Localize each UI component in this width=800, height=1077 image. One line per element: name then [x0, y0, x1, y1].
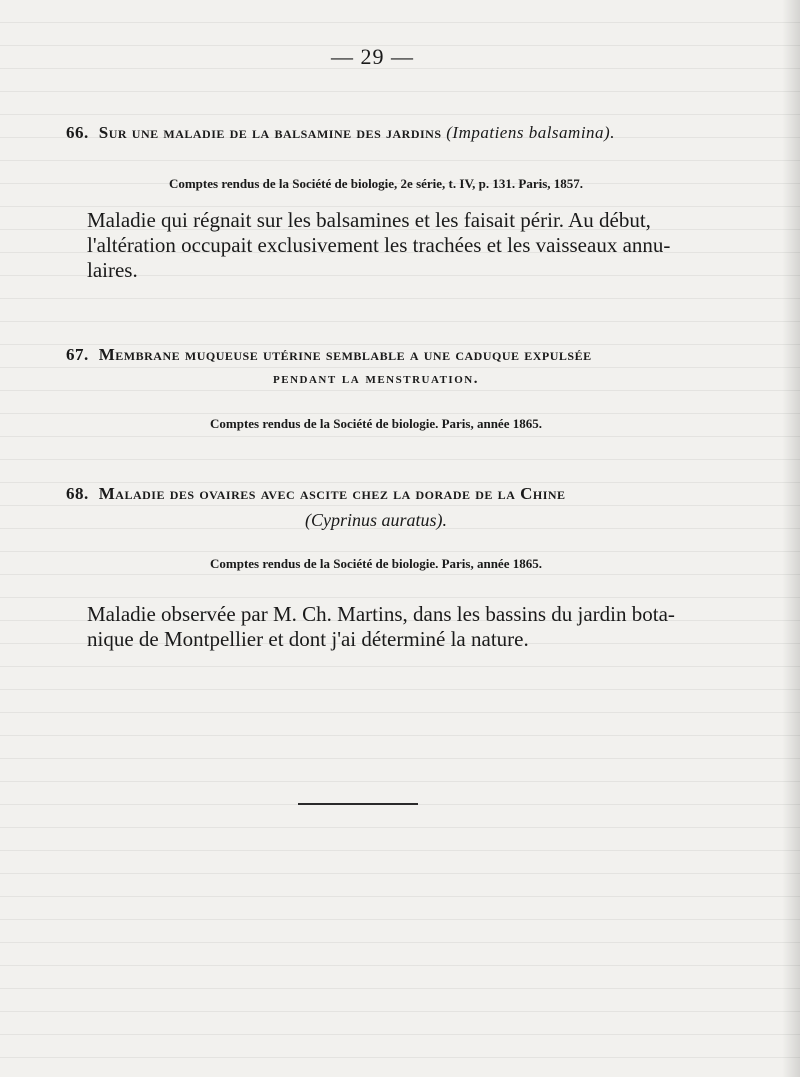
- entry-66-body-line-2: l'altération occupait exclusivement les trachées et les vaisseaux annu-: [87, 233, 671, 257]
- entry-67-title-text: Membrane muqueuse utérine semblable a une caduque expulsée: [98, 345, 592, 364]
- entry-68-body-line-2: nique de Montpellier et dont j'ai déterminé la nature.: [87, 627, 529, 651]
- entry-66-title: [66, 123, 686, 143]
- entry-68-body-line-1: Maladie observée par M. Ch. Martins, dans les bassins du jardin bota-: [87, 602, 675, 626]
- entry-68-number: 68.: [66, 484, 89, 503]
- entry-68-title: [66, 484, 686, 504]
- entry-67-title-line-2: pendant la menstruation.: [273, 371, 479, 387]
- page-number: — 29 —: [331, 44, 414, 69]
- page-edge-shadow: [782, 0, 800, 1077]
- entry-68-title-italic-text: (Cyprinus auratus).: [304, 510, 447, 530]
- entry-68-source: Comptes rendus de la Société de biologie. Paris, année 1865.: [210, 556, 542, 571]
- entry-68-title-text: Maladie des ovaires avec ascite chez la dorade de la Chine: [98, 484, 566, 503]
- entry-66-body-line-3: laires.: [87, 258, 138, 282]
- section-separator: [298, 803, 418, 805]
- entry-68-title-italic: [66, 510, 686, 531]
- entry-67-number: 67.: [66, 345, 89, 364]
- entry-67-title: [66, 345, 686, 365]
- entry-68-body: [87, 602, 687, 652]
- entry-66-title-text: Sur une maladie de la balsamine des jardins: [98, 123, 442, 142]
- entry-66-source: Comptes rendus de la Société de biologie, 2e série, t. IV, p. 131. Paris, 1857.: [168, 176, 584, 191]
- entry-66-body: [87, 208, 687, 283]
- entry-66-number: 66.: [66, 123, 89, 142]
- entry-66-title-italic: (Impatiens balsamina).: [446, 123, 615, 142]
- entry-66-body-line-1: Maladie qui régnait sur les balsamines et les faisait périr. Au début,: [87, 208, 651, 232]
- entry-67-source: Comptes rendus de la Société de biologie. Paris, année 1865.: [210, 416, 542, 431]
